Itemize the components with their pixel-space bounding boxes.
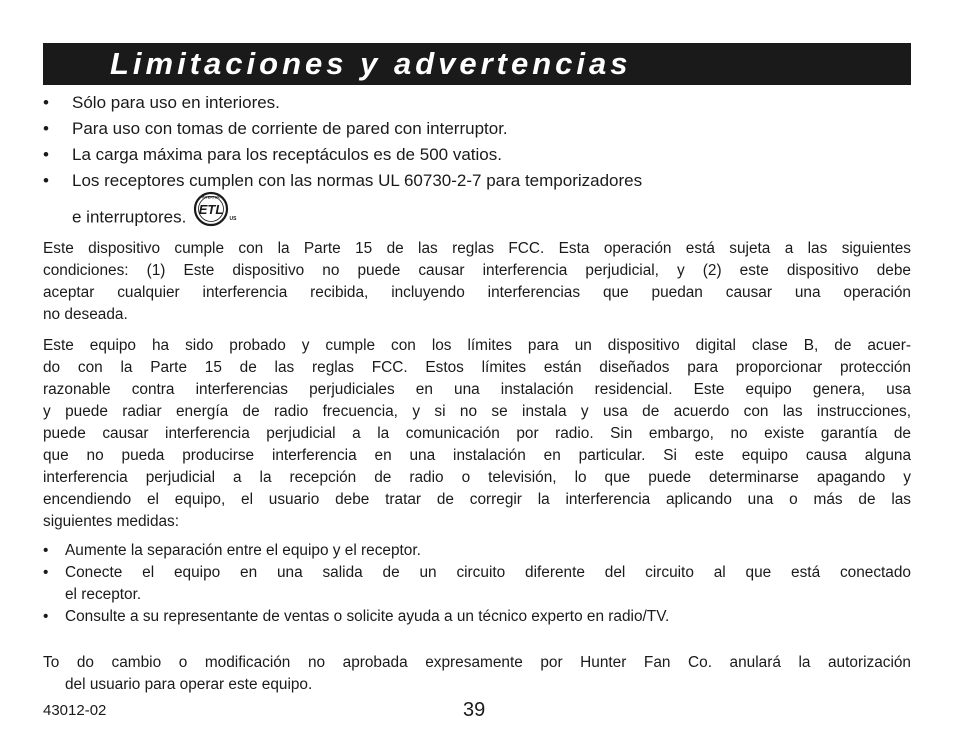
equipment-limits-paragraph bbox=[43, 335, 911, 533]
bullet: • bbox=[43, 542, 49, 559]
list-item-text: Para uso con tomas de corriente de pared con interruptor. bbox=[72, 119, 508, 138]
etl-mark-side-lettering: US bbox=[229, 216, 237, 222]
list-item-text: el receptor. bbox=[65, 586, 142, 603]
list-item-text: Aumente la separación entre el equipo y el receptor. bbox=[65, 542, 421, 559]
modification-warning-paragraph bbox=[43, 652, 911, 696]
section-title: Limitaciones y advertencias bbox=[110, 46, 632, 81]
list-item-continuation bbox=[72, 195, 911, 236]
bullet: • bbox=[43, 93, 49, 112]
fcc-compliance-paragraph bbox=[43, 238, 911, 326]
list-item bbox=[43, 90, 911, 116]
list-item bbox=[43, 142, 911, 168]
list-item bbox=[43, 540, 911, 562]
list-item bbox=[43, 562, 911, 606]
document-number: 43012-02 bbox=[43, 702, 107, 719]
etl-mark-top-lettering: INTERTEK bbox=[202, 195, 221, 200]
paragraph-line: puede causar interferencia perjudicial a la comunicación por radio. Sin embargo, no existe garantía de bbox=[43, 425, 911, 442]
paragraph-line: encendiendo el equipo, el usuario debe tratar de corregir la interferencia aplicando una o más de las bbox=[43, 491, 911, 508]
bullet: • bbox=[43, 145, 49, 164]
paragraph-line: y puede radiar energía de radio frecuencia, y si no se instala y usa de acuerdo con las instrucciones, bbox=[43, 403, 911, 420]
list-item-text: Conecte el equipo en una salida de un circuito diferente del circuito al que está conectado bbox=[65, 564, 911, 581]
paragraph-line: condiciones: (1) Este dispositivo no puede causar interferencia perjudicial, y (2) este dispositivo debe bbox=[43, 262, 911, 279]
bullet: • bbox=[43, 171, 49, 190]
bullet: • bbox=[43, 119, 49, 138]
paragraph-line: Este dispositivo cumple con la Parte 15 de las reglas FCC. Esta operación está sujeta a las siguientes bbox=[43, 240, 911, 257]
list-item bbox=[43, 116, 911, 142]
list-item-text: Los receptores cumplen con las normas UL 60730-2-7 para temporizadores bbox=[72, 171, 643, 190]
paragraph-line: que no pueda producirse interferencia en una instalación en particular. Si este equipo causa alguna bbox=[43, 447, 911, 464]
page-number: 39 bbox=[463, 699, 486, 721]
paragraph-line: razonable contra interferencias perjudiciales en una instalación residencial. Este equipo genera, usa bbox=[43, 381, 911, 398]
paragraph-line: no deseada. bbox=[43, 306, 128, 323]
section-title-bar bbox=[43, 43, 911, 85]
list-item-text: La carga máxima para los receptáculos es de 500 vatios. bbox=[72, 145, 502, 164]
list-item-continuation-text: e interruptores. bbox=[72, 207, 187, 227]
paragraph-line: interferencia perjudicial a la recepción de radio o televisión, lo que puede determinarse apagando y bbox=[43, 469, 911, 486]
paragraph-line: aceptar cualquier interferencia recibida, incluyendo interferencias que puedan causar una operación bbox=[43, 284, 911, 301]
etl-mark-lettering: ETL bbox=[198, 202, 224, 217]
paragraph-line: To do cambio o modificación no aprobada expresamente por Hunter Fan Co. anulará la autorización bbox=[43, 654, 911, 671]
paragraph-line: siguientes medidas: bbox=[43, 513, 180, 530]
paragraph-line: do con la Parte 15 de las reglas FCC. Estos límites están diseñados para proporcionar protección bbox=[43, 359, 911, 376]
list-item-text: Sólo para uso en interiores. bbox=[72, 93, 280, 112]
list-item bbox=[43, 606, 911, 628]
paragraph-line: Este equipo ha sido probado y cumple con los límites para un dispositivo digital clase B, de acuer- bbox=[43, 337, 911, 354]
corrective-measures-list bbox=[43, 540, 911, 628]
list-item-text: Consulte a su representante de ventas o solicite ayuda a un técnico experto en radio/TV. bbox=[65, 608, 670, 625]
list-item bbox=[43, 168, 911, 236]
etl-listed-mark-icon bbox=[193, 190, 237, 236]
bullet: • bbox=[43, 564, 49, 581]
paragraph-line: del usuario para operar este equipo. bbox=[65, 676, 313, 693]
bullet: • bbox=[43, 608, 49, 625]
limitations-list bbox=[43, 90, 911, 236]
